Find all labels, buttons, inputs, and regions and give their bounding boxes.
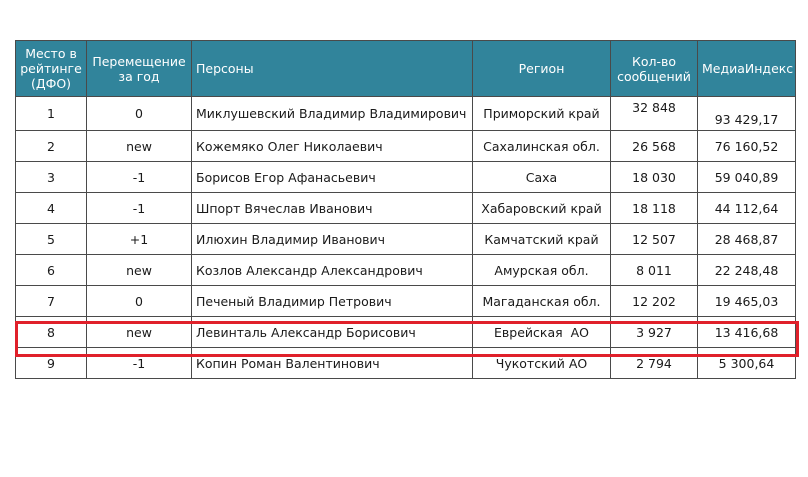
cell-place: 9 xyxy=(16,348,87,379)
cell-index: 44 112,64 xyxy=(698,193,796,224)
cell-place: 2 xyxy=(16,131,87,162)
table-body xyxy=(16,97,796,379)
cell-count: 32 848 xyxy=(611,97,698,131)
cell-move: 0 xyxy=(87,97,192,131)
header-place: Место в рейтинге (ДФО) xyxy=(16,41,87,97)
cell-index: 22 248,48 xyxy=(698,255,796,286)
table-row xyxy=(16,193,796,224)
cell-move: -1 xyxy=(87,348,192,379)
cell-index: 93 429,17 xyxy=(698,97,796,131)
cell-person: Миклушевский Владимир Владимирович xyxy=(192,97,473,131)
cell-count: 2 794 xyxy=(611,348,698,379)
cell-place: 5 xyxy=(16,224,87,255)
cell-move: 0 xyxy=(87,286,192,317)
cell-index: 5 300,64 xyxy=(698,348,796,379)
cell-index: 59 040,89 xyxy=(698,162,796,193)
cell-region: Магаданская обл. xyxy=(473,286,611,317)
table-row xyxy=(16,97,796,131)
cell-region: Еврейская АО xyxy=(473,317,611,348)
table-row-highlighted xyxy=(16,317,796,348)
cell-move: new xyxy=(87,131,192,162)
cell-count: 3 927 xyxy=(611,317,698,348)
cell-count: 8 011 xyxy=(611,255,698,286)
cell-place: 7 xyxy=(16,286,87,317)
table-header xyxy=(16,41,796,97)
cell-region: Чукотский АО xyxy=(473,348,611,379)
table-row xyxy=(16,286,796,317)
cell-count: 12 507 xyxy=(611,224,698,255)
cell-place: 1 xyxy=(16,97,87,131)
cell-index: 13 416,68 xyxy=(698,317,796,348)
cell-move: -1 xyxy=(87,193,192,224)
cell-index: 19 465,03 xyxy=(698,286,796,317)
cell-index: 28 468,87 xyxy=(698,224,796,255)
media-rating-table xyxy=(15,40,796,379)
cell-move: +1 xyxy=(87,224,192,255)
table-row xyxy=(16,162,796,193)
header-count: Кол-во сообщений xyxy=(611,41,698,97)
cell-person: Шпорт Вячеслав Иванович xyxy=(192,193,473,224)
header-row xyxy=(16,41,796,97)
header-move: Перемещение за год xyxy=(87,41,192,97)
table-row xyxy=(16,348,796,379)
cell-index: 76 160,52 xyxy=(698,131,796,162)
cell-count: 26 568 xyxy=(611,131,698,162)
cell-place: 8 xyxy=(16,317,87,348)
cell-count: 18 118 xyxy=(611,193,698,224)
cell-region: Саха xyxy=(473,162,611,193)
cell-place: 6 xyxy=(16,255,87,286)
table-row xyxy=(16,131,796,162)
cell-count: 12 202 xyxy=(611,286,698,317)
cell-region: Хабаровский край xyxy=(473,193,611,224)
cell-move: new xyxy=(87,317,192,348)
cell-person: Печеный Владимир Петрович xyxy=(192,286,473,317)
header-index: МедиаИндекс xyxy=(698,41,796,97)
table-row xyxy=(16,255,796,286)
cell-region: Амурская обл. xyxy=(473,255,611,286)
cell-region: Приморский край xyxy=(473,97,611,131)
cell-move: new xyxy=(87,255,192,286)
cell-person: Копин Роман Валентинович xyxy=(192,348,473,379)
header-region: Регион xyxy=(473,41,611,97)
cell-move: -1 xyxy=(87,162,192,193)
cell-region: Камчатский край xyxy=(473,224,611,255)
cell-count: 18 030 xyxy=(611,162,698,193)
cell-person: Илюхин Владимир Иванович xyxy=(192,224,473,255)
table-row xyxy=(16,224,796,255)
cell-place: 3 xyxy=(16,162,87,193)
cell-person: Козлов Александр Александрович xyxy=(192,255,473,286)
cell-person: Левинталь Александр Борисович xyxy=(192,317,473,348)
cell-place: 4 xyxy=(16,193,87,224)
header-person: Персоны xyxy=(192,41,473,97)
cell-region: Сахалинская обл. xyxy=(473,131,611,162)
cell-person: Борисов Егор Афанасьевич xyxy=(192,162,473,193)
cell-person: Кожемяко Олег Николаевич xyxy=(192,131,473,162)
